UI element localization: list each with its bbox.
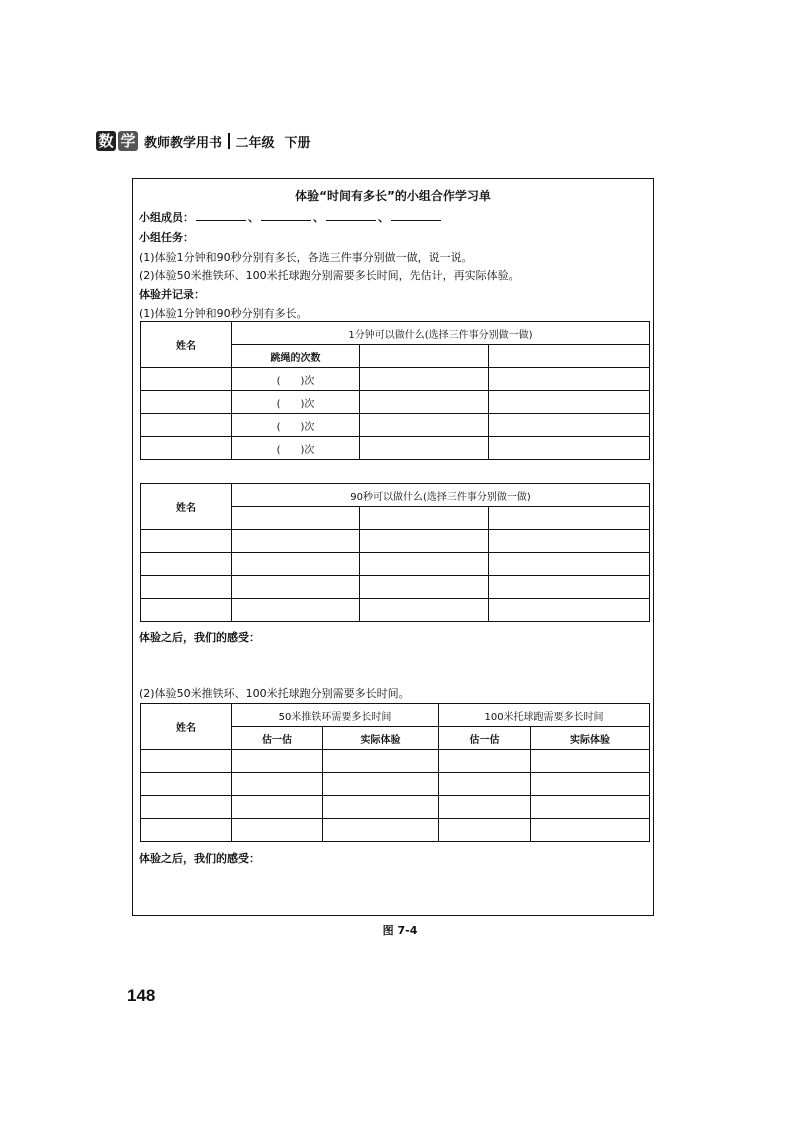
member-blank-1[interactable] — [196, 210, 246, 221]
count-cell[interactable]: ( )次 — [232, 414, 360, 437]
feeling-label-2: 体验之后，我们的感受： — [139, 852, 260, 865]
worksheet-frame — [132, 178, 654, 916]
member-blank-3[interactable] — [326, 210, 376, 221]
actual-cell[interactable] — [323, 796, 439, 819]
activity-cell[interactable] — [232, 576, 360, 599]
actual-header: 实际体验 — [531, 727, 650, 750]
name-header: 姓名 — [141, 704, 232, 750]
activity-cell[interactable] — [360, 553, 489, 576]
activity-cell[interactable] — [489, 391, 650, 414]
grade-label: 二年级 — [235, 135, 275, 151]
table-row — [141, 576, 650, 599]
name-cell[interactable] — [141, 368, 232, 391]
activity-cell[interactable] — [360, 437, 489, 460]
volume-label: 下册 — [284, 135, 311, 151]
name-cell[interactable] — [141, 773, 232, 796]
estimate-cell[interactable] — [439, 796, 531, 819]
count-cell[interactable]: ( )次 — [232, 391, 360, 414]
actual-cell[interactable] — [323, 773, 439, 796]
member-blank-2[interactable] — [261, 210, 311, 221]
count-cell[interactable]: ( )次 — [232, 368, 360, 391]
estimate-cell[interactable] — [232, 796, 323, 819]
activity-cell[interactable] — [360, 368, 489, 391]
activity-cell[interactable] — [360, 599, 489, 622]
estimate-cell[interactable] — [439, 773, 531, 796]
logo-char-2: 学 — [118, 131, 138, 151]
table-row — [141, 750, 650, 773]
table-row — [141, 368, 650, 391]
activity-cell[interactable] — [489, 599, 650, 622]
member-sep-2: 、 — [313, 211, 324, 224]
activity-cell[interactable] — [360, 507, 489, 530]
activity-cell[interactable] — [489, 530, 650, 553]
feeling-label-1: 体验之后，我们的感受： — [139, 631, 260, 644]
actual-cell[interactable] — [323, 819, 439, 842]
table-row — [141, 599, 650, 622]
page-number: 148 — [127, 986, 156, 1005]
activity-cell[interactable] — [232, 530, 360, 553]
actual-cell[interactable] — [531, 750, 650, 773]
activity-cell[interactable] — [489, 576, 650, 599]
table-row — [141, 391, 650, 414]
part-1-title: (1)体验1分钟和90秒分别有多长。 — [139, 307, 308, 320]
record-label: 体验并记录： — [139, 288, 205, 301]
name-header: 姓名 — [141, 322, 232, 368]
header-divider — [228, 133, 230, 149]
actual-header: 实际体验 — [323, 727, 439, 750]
table-one-minute — [140, 321, 650, 460]
name-cell[interactable] — [141, 414, 232, 437]
activity-cell[interactable] — [489, 368, 650, 391]
name-cell[interactable] — [141, 819, 232, 842]
activity-cell[interactable] — [360, 530, 489, 553]
table-row — [141, 553, 650, 576]
table-race-times — [140, 703, 650, 842]
table-row — [141, 530, 650, 553]
activity-cell[interactable] — [489, 553, 650, 576]
count-cell[interactable]: ( )次 — [232, 437, 360, 460]
worksheet-title: 体验“时间有多长”的小组合作学习单 — [295, 189, 491, 203]
name-cell[interactable] — [141, 391, 232, 414]
activity-cell[interactable] — [360, 345, 489, 368]
activity-cell[interactable] — [232, 553, 360, 576]
activity-cell[interactable] — [360, 414, 489, 437]
hoop-race-header: 50米推铁环需要多长时间 — [232, 704, 439, 727]
task-1: (1)体验1分钟和90秒分别有多长，各选三件事分别做一做，说一说。 — [139, 251, 473, 264]
members-label: 小组成员： — [139, 211, 194, 224]
book-title: 教师教学用书 — [144, 135, 223, 151]
one-minute-header: 1分钟可以做什么(选择三件事分别做一做) — [232, 322, 650, 345]
task-label: 小组任务： — [139, 231, 194, 244]
name-header: 姓名 — [141, 484, 232, 530]
activity-cell[interactable] — [489, 507, 650, 530]
estimate-header: 估一估 — [232, 727, 323, 750]
ball-race-header: 100米托球跑需要多长时间 — [439, 704, 650, 727]
part-2-title: (2)体验50米推铁环、100米托球跑分别需要多长时间。 — [139, 687, 410, 700]
page-header — [96, 128, 311, 154]
table-row — [141, 437, 650, 460]
task-2: (2)体验50米推铁环、100米托球跑分别需要多长时间，先估计，再实际体验。 — [139, 269, 520, 282]
actual-cell[interactable] — [323, 750, 439, 773]
table-ninety-seconds — [140, 483, 650, 622]
estimate-cell[interactable] — [232, 750, 323, 773]
table-row — [141, 773, 650, 796]
table-row — [141, 484, 650, 507]
member-sep-3: 、 — [378, 211, 389, 224]
name-cell[interactable] — [141, 553, 232, 576]
member-blank-4[interactable] — [391, 210, 441, 221]
activity-cell[interactable] — [489, 345, 650, 368]
name-cell[interactable] — [141, 576, 232, 599]
activity-cell[interactable] — [232, 507, 360, 530]
estimate-header: 估一估 — [439, 727, 531, 750]
ninety-seconds-header: 90秒可以做什么(选择三件事分别做一做) — [232, 484, 650, 507]
name-cell[interactable] — [141, 796, 232, 819]
actual-cell[interactable] — [531, 796, 650, 819]
jump-rope-header: 跳绳的次数 — [232, 345, 360, 368]
actual-cell[interactable] — [531, 773, 650, 796]
activity-cell[interactable] — [360, 576, 489, 599]
estimate-cell[interactable] — [439, 750, 531, 773]
activity-cell[interactable] — [489, 414, 650, 437]
estimate-cell[interactable] — [439, 819, 531, 842]
activity-cell[interactable] — [489, 437, 650, 460]
name-cell[interactable] — [141, 437, 232, 460]
name-cell[interactable] — [141, 750, 232, 773]
table-row — [141, 704, 650, 727]
name-cell[interactable] — [141, 530, 232, 553]
members-line — [139, 209, 443, 225]
table-row — [141, 796, 650, 819]
activity-cell[interactable] — [232, 599, 360, 622]
table-row — [141, 322, 650, 345]
estimate-cell[interactable] — [232, 819, 323, 842]
figure-caption: 图 7-4 — [382, 924, 418, 937]
logo-char-1: 数 — [96, 131, 116, 151]
actual-cell[interactable] — [531, 819, 650, 842]
subject-logo — [96, 131, 138, 151]
estimate-cell[interactable] — [232, 773, 323, 796]
member-sep-1: 、 — [248, 211, 259, 224]
name-cell[interactable] — [141, 599, 232, 622]
table-row — [141, 414, 650, 437]
table-row — [141, 819, 650, 842]
activity-cell[interactable] — [360, 391, 489, 414]
